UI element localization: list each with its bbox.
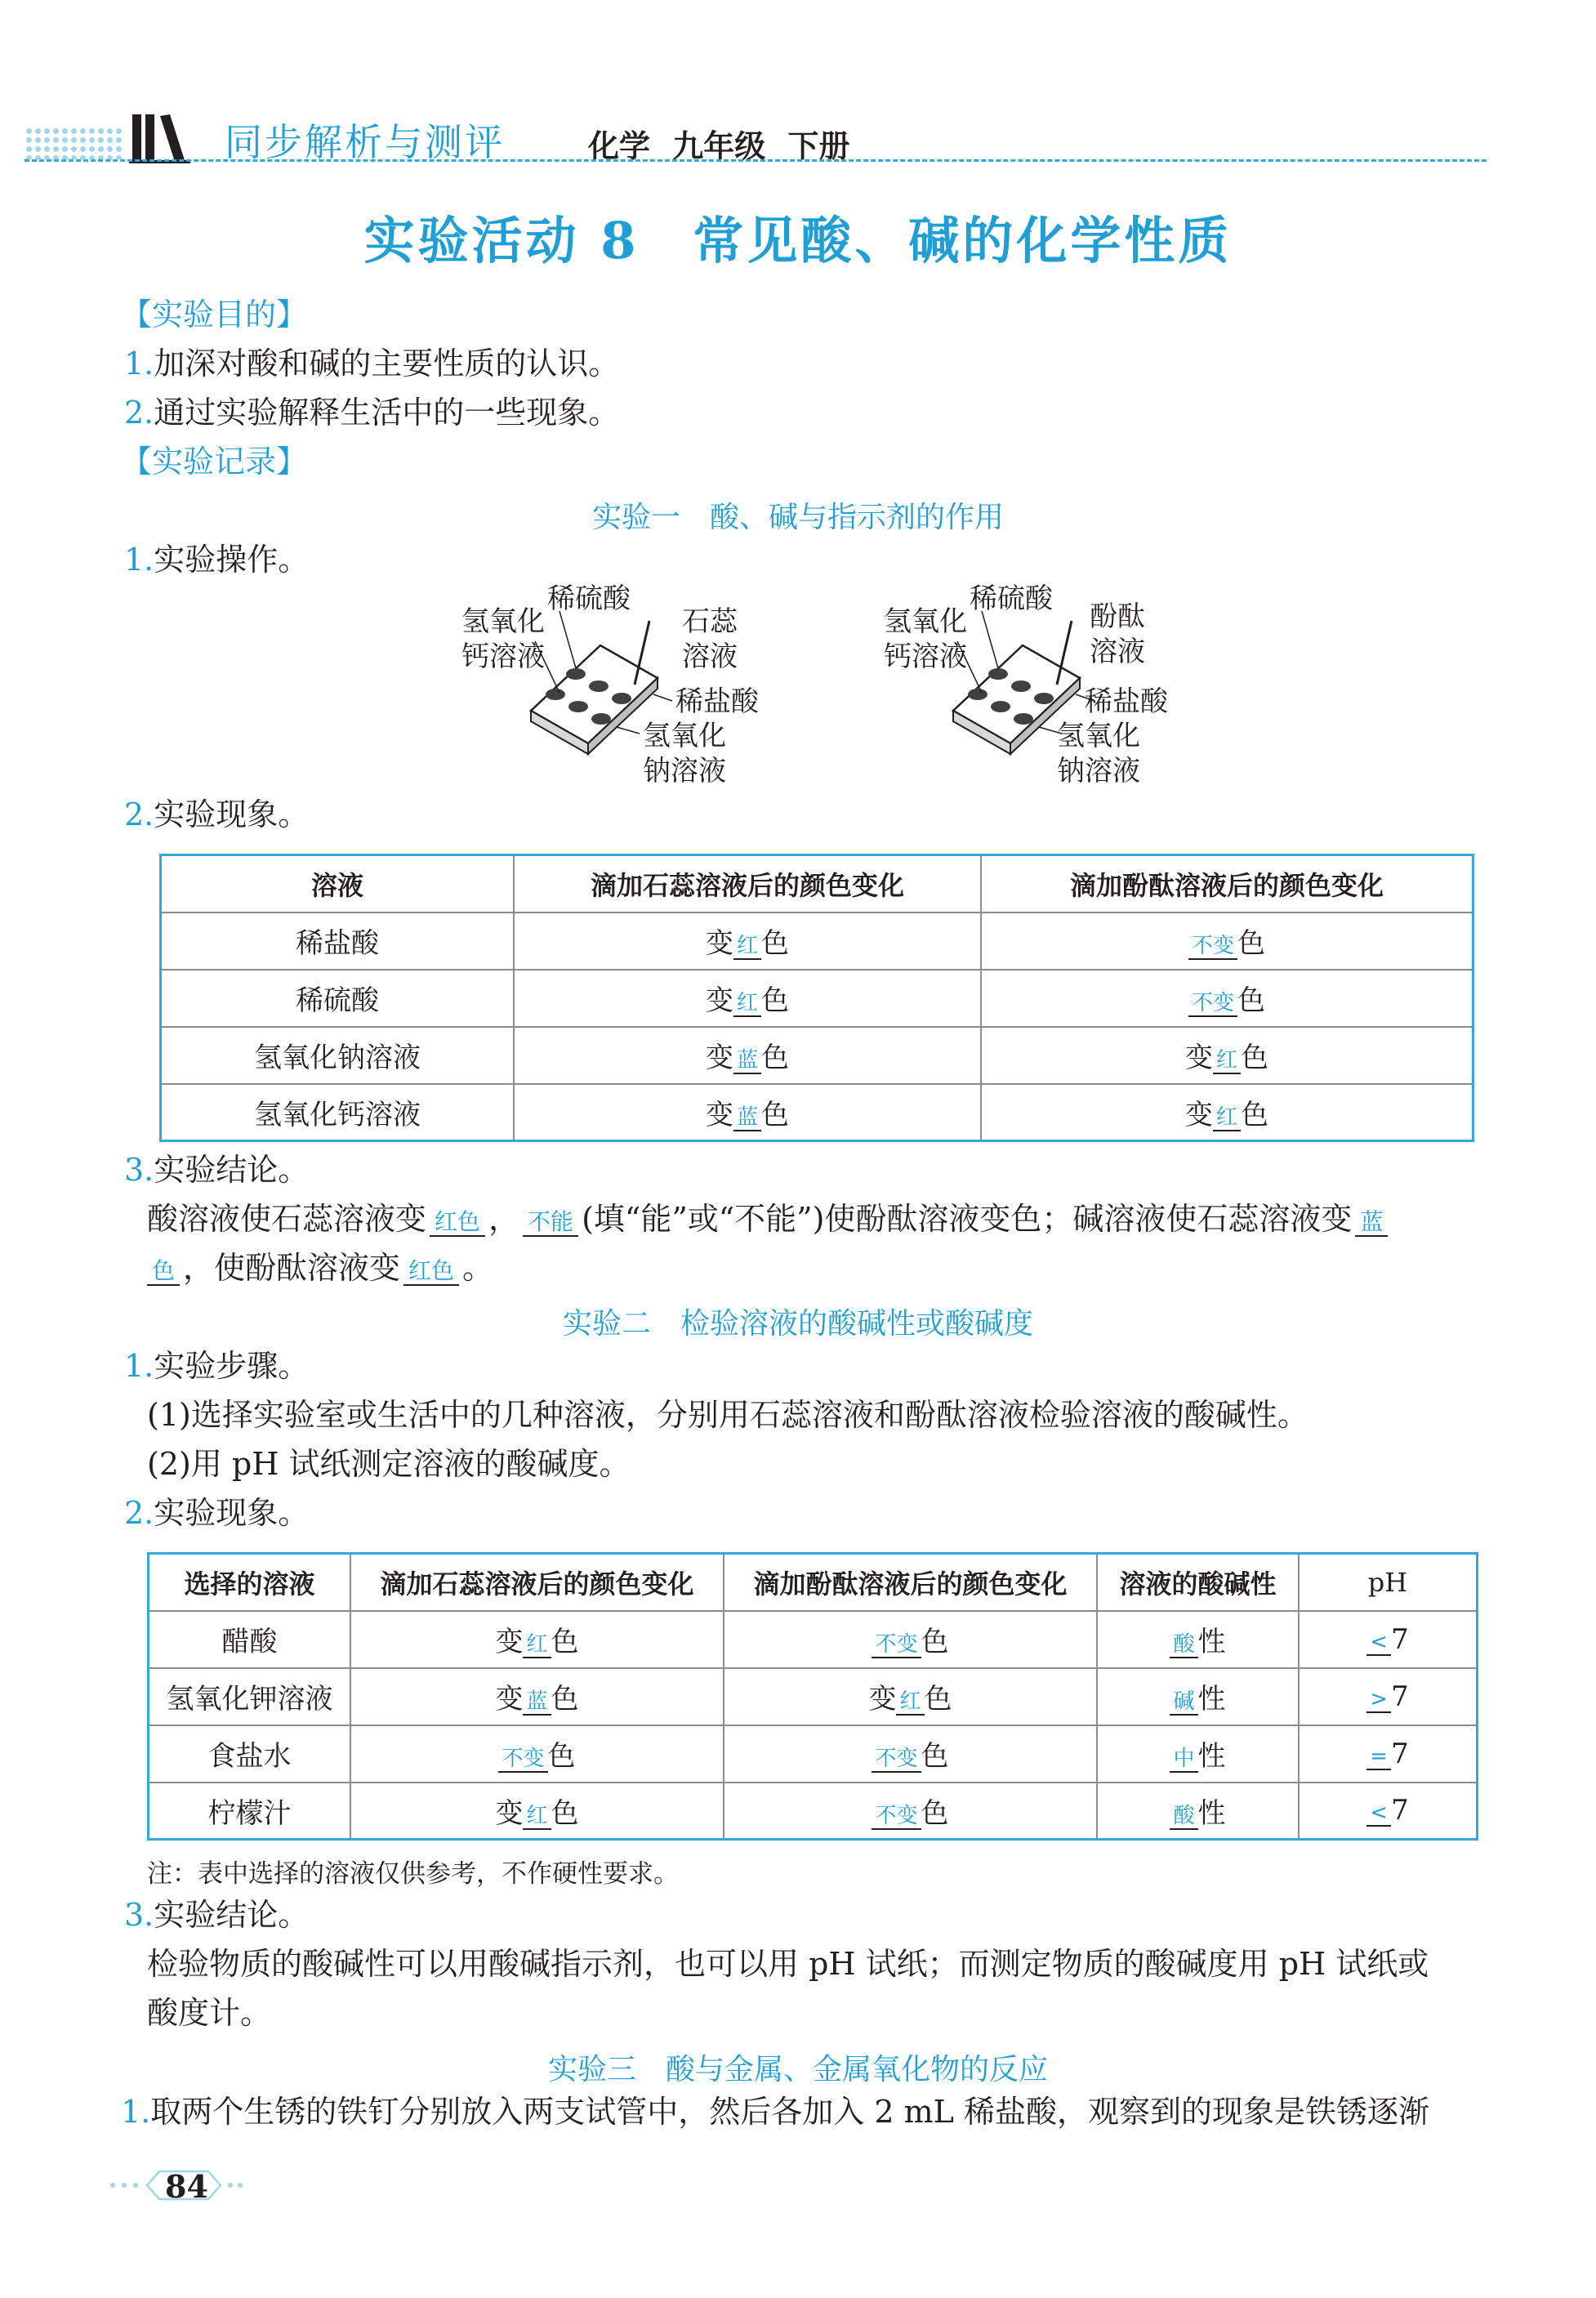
cell-suffix: 色 [761,984,789,1017]
label-line: 氢氧化 [461,605,545,638]
header-phenolphthalein: 滴加酚酞溶液后的颜色变化 [724,1554,1097,1611]
label-line: 溶液 [682,640,738,673]
cell-phenolphthalein [724,1725,1097,1783]
cell-solution: 柠檬汁 [149,1783,351,1840]
header-dot-pattern [25,127,123,159]
section-record-heading: 【实验记录】 [121,444,308,480]
spot-plate-diagram-phenolphthalein [884,582,1259,801]
item-number: 2. [124,395,154,431]
header-solution: 溶液 [161,855,515,913]
books-logo-icon [129,108,211,165]
cell-answer: 不变 [1188,934,1237,960]
cell-answer: 红 [733,991,761,1017]
cell-ph [1299,1783,1478,1840]
table-row [149,1611,1478,1668]
cell-answer: 酸 [1170,1804,1197,1830]
exp1-step2 [124,796,309,834]
page-number-badge [106,2165,245,2206]
page-title: 实验活动 8 常见酸、碱的化学性质 [363,211,1233,270]
exp2-step1 [124,1348,309,1385]
cell-answer: < [1366,1800,1391,1827]
cell-prefix: 变 [495,1796,524,1830]
cell-solution: 稀硫酸 [161,970,515,1027]
label-line: 氢氧化 [884,605,967,638]
label-line: 钠溶液 [1057,754,1140,788]
label-line: 溶液 [1090,635,1145,668]
cell-answer: 红 [523,1804,551,1830]
item-number: 1. [121,2094,151,2130]
cell-answer: 蓝 [733,1048,761,1074]
table-row [149,1668,1478,1725]
table-header-row [161,855,1473,913]
cell-suffix: 色 [921,1626,949,1658]
exp1-conclusion-line2 [147,1250,493,1287]
label-hydrochloric-acid: 稀盐酸 [675,685,759,718]
item-number: 1. [124,542,154,578]
label-calcium-hydroxide [461,605,545,674]
table-row [161,913,1473,970]
item-number: 2. [124,796,154,832]
header-solution: 选择的溶液 [149,1554,351,1611]
page-number: 84 [165,2168,208,2205]
answer-blank: 蓝 [1355,1210,1388,1237]
cell-prefix: 变 [1184,1042,1213,1074]
answer-blank: 红色 [403,1259,459,1286]
purpose-item-1 [124,346,619,383]
cell-litmus [514,1084,981,1141]
cell-answer: 不变 [872,1804,921,1830]
label-line: 钙溶液 [884,640,967,673]
cell-suffix: 色 [761,1042,789,1074]
cell-suffix: 色 [924,1683,952,1716]
item-text: 加深对酸和碱的主要性质的认识。 [154,346,620,382]
label-line: 钙溶液 [461,640,545,673]
cell-acidity [1097,1668,1299,1725]
indicator-results-table [159,854,1474,1142]
table-note: 注：表中选择的溶液仅供参考，不作硬性要求。 [147,1859,679,1889]
exp2-substep-1: (1)选择实验室或生活中的几种溶液，分别用石蕊溶液和酚酞溶液检验溶液的酸碱性。 [147,1397,1308,1433]
cell-answer: 红 [1213,1048,1241,1074]
cell-ph [1299,1611,1478,1668]
exp2-substep-2: (2)用 pH 试纸测定溶液的酸碱度。 [147,1446,631,1482]
cell-phenolphthalein [981,970,1473,1027]
header-divider [25,159,1487,162]
answer-blank: 红色 [430,1210,485,1237]
cell-answer: 红 [896,1689,924,1716]
cell-solution: 氢氧化钠溶液 [161,1027,515,1084]
cell-suffix: 色 [761,1098,789,1131]
cell-acidity [1097,1783,1299,1840]
label-phenolphthalein [1090,600,1145,669]
cell-litmus [514,913,981,970]
cell-litmus [350,1668,724,1725]
table-row [161,1027,1473,1084]
item-text: 实验结论。 [154,1897,310,1933]
cell-prefix: 变 [495,1626,524,1658]
label-sodium-hydroxide [1057,719,1140,788]
exp2-conclusion-line2: 酸度计。 [147,1995,272,2031]
cell-answer: 酸 [1170,1632,1197,1658]
cell-suffix: 性 [1197,1796,1226,1830]
cell-suffix: 7 [1391,1794,1409,1827]
text: ，使酚酞溶液变 [183,1250,401,1286]
text: (填“能”或“不能”)使酚酞溶液变色；碱溶液使石蕊溶液变 [582,1201,1353,1237]
cell-phenolphthalein [981,1084,1473,1141]
cell-suffix: 7 [1391,1622,1409,1656]
header-acidity: 溶液的酸碱性 [1097,1554,1299,1611]
item-text: 实验步骤。 [154,1348,310,1384]
item-number: 1. [124,346,154,382]
cell-suffix: 7 [1391,1737,1409,1770]
cell-phenolphthalein [724,1611,1097,1668]
cell-suffix: 色 [921,1740,949,1773]
cell-solution: 稀盐酸 [161,913,515,970]
cell-suffix: 性 [1197,1740,1226,1773]
series-title: 同步解析与测评 [225,120,505,164]
cell-suffix: 色 [551,1626,579,1658]
item-number: 2. [124,1495,154,1531]
label-sodium-hydroxide [643,719,726,788]
cell-answer: 中 [1170,1747,1197,1773]
item-text: 实验操作。 [154,542,310,578]
item-text: 实验现象。 [154,796,310,832]
cell-prefix: 变 [495,1683,524,1716]
exp3-item1 [121,2094,1429,2131]
cell-prefix: 变 [705,984,733,1017]
cell-phenolphthalein [724,1783,1097,1840]
cell-suffix: 性 [1197,1683,1226,1716]
cell-suffix: 色 [551,1683,579,1716]
cell-answer: 红 [733,934,761,960]
cell-suffix: 7 [1391,1680,1409,1713]
label-sulfuric-acid: 稀硫酸 [547,582,631,615]
cell-answer: > [1366,1687,1391,1713]
cell-phenolphthalein [981,1027,1473,1084]
spot-plate-diagram-litmus [461,582,837,801]
cell-acidity [1097,1611,1299,1668]
cell-litmus [350,1611,724,1668]
cell-litmus [350,1783,724,1840]
text: 酸溶液使石蕊溶液变 [147,1201,427,1237]
cell-suffix: 色 [1237,927,1265,960]
label-line: 钠溶液 [643,754,726,788]
exp2-step3 [124,1897,309,1934]
cell-answer: 红 [1213,1105,1241,1131]
header-phenolphthalein: 滴加酚酞溶液后的颜色变化 [981,855,1473,913]
book-info: 化学 九年级 下册 [588,128,850,164]
cell-ph [1299,1725,1478,1783]
cell-phenolphthalein [724,1668,1097,1725]
cell-answer: = [1366,1744,1391,1770]
answer-blank: 色 [147,1259,180,1286]
label-sulfuric-acid: 稀硫酸 [970,582,1053,615]
cell-suffix: 色 [551,1796,579,1830]
item-text: 取两个生锈的铁钉分别放入两支试管中，然后各加入 2 mL 稀盐酸，观察到的现象是铁锈逐渐 [150,2094,1429,2130]
cell-suffix: 色 [1241,1098,1268,1131]
cell-prefix: 变 [868,1683,897,1716]
exp2-title: 实验二 检验溶液的酸碱性或酸碱度 [562,1307,1033,1341]
table-row [149,1725,1478,1783]
item-number: 1. [124,1348,154,1384]
text: 。 [462,1250,494,1286]
cell-litmus [514,1027,981,1084]
cell-suffix: 色 [547,1740,576,1773]
cell-suffix: 色 [1237,984,1265,1017]
item-number: 3. [124,1897,154,1933]
cell-answer: 不变 [872,1747,921,1773]
item-number: 3. [124,1152,154,1188]
exp3-title: 实验三 酸与金属、金属氧化物的反应 [547,2053,1048,2086]
item-text: 实验现象。 [154,1495,310,1531]
exp1-step3 [124,1152,309,1189]
purpose-item-2 [124,395,619,432]
cell-acidity [1097,1725,1299,1783]
label-hydrochloric-acid: 稀盐酸 [1085,685,1168,718]
label-calcium-hydroxide [884,605,967,674]
cell-solution: 氢氧化钙溶液 [161,1084,515,1141]
cell-answer: 碱 [1170,1689,1197,1716]
exp1-step1 [124,542,309,579]
cell-answer: 不变 [872,1632,921,1658]
label-litmus [682,605,738,674]
header-litmus: 滴加石蕊溶液后的颜色变化 [350,1554,724,1611]
table-row [149,1783,1478,1840]
cell-litmus [514,970,981,1027]
cell-answer: 不变 [498,1747,547,1773]
item-text: 实验结论。 [154,1152,310,1188]
cell-prefix: 变 [1184,1098,1213,1131]
cell-phenolphthalein [981,913,1473,970]
table-row [161,1084,1473,1141]
header-ph: pH [1299,1554,1478,1611]
label-line: 石蕊 [682,605,738,638]
exp2-conclusion-line1: 检验物质的酸碱性可以用酸碱指示剂，也可以用 pH 试纸；而测定物质的酸碱度用 pH 试纸或 [147,1946,1429,1982]
cell-answer: 蓝 [733,1105,761,1131]
table-header-row [149,1554,1478,1611]
answer-blank: 不能 [523,1210,578,1237]
cell-suffix: 色 [1241,1042,1268,1074]
cell-suffix: 色 [761,927,789,960]
exp1-conclusion-line1 [147,1201,1391,1238]
exp2-step2 [124,1495,309,1533]
cell-solution: 醋酸 [149,1611,351,1668]
cell-answer: 蓝 [523,1689,551,1716]
section-purpose-heading: 【实验目的】 [121,297,308,332]
text: ， [488,1201,520,1237]
label-line: 氢氧化 [1057,720,1140,752]
exp1-title: 实验一 酸、碱与指示剂的作用 [591,501,1004,534]
cell-solution: 食盐水 [149,1725,351,1783]
cell-answer: < [1366,1630,1391,1656]
acidity-results-table [147,1552,1478,1841]
cell-ph [1299,1668,1478,1725]
header-litmus: 滴加石蕊溶液后的颜色变化 [514,855,981,913]
cell-suffix: 性 [1197,1626,1226,1658]
cell-litmus [350,1725,724,1783]
cell-answer: 红 [523,1632,551,1658]
cell-prefix: 变 [705,1098,733,1131]
table-row [161,970,1473,1027]
cell-answer: 不变 [1188,991,1237,1017]
cell-prefix: 变 [705,1042,733,1074]
cell-suffix: 色 [921,1796,949,1830]
cell-prefix: 变 [705,927,733,960]
label-line: 氢氧化 [643,720,726,752]
label-line: 酚酞 [1090,600,1145,633]
cell-solution: 氢氧化钾溶液 [149,1668,351,1725]
item-text: 通过实验解释生活中的一些现象。 [154,395,620,431]
